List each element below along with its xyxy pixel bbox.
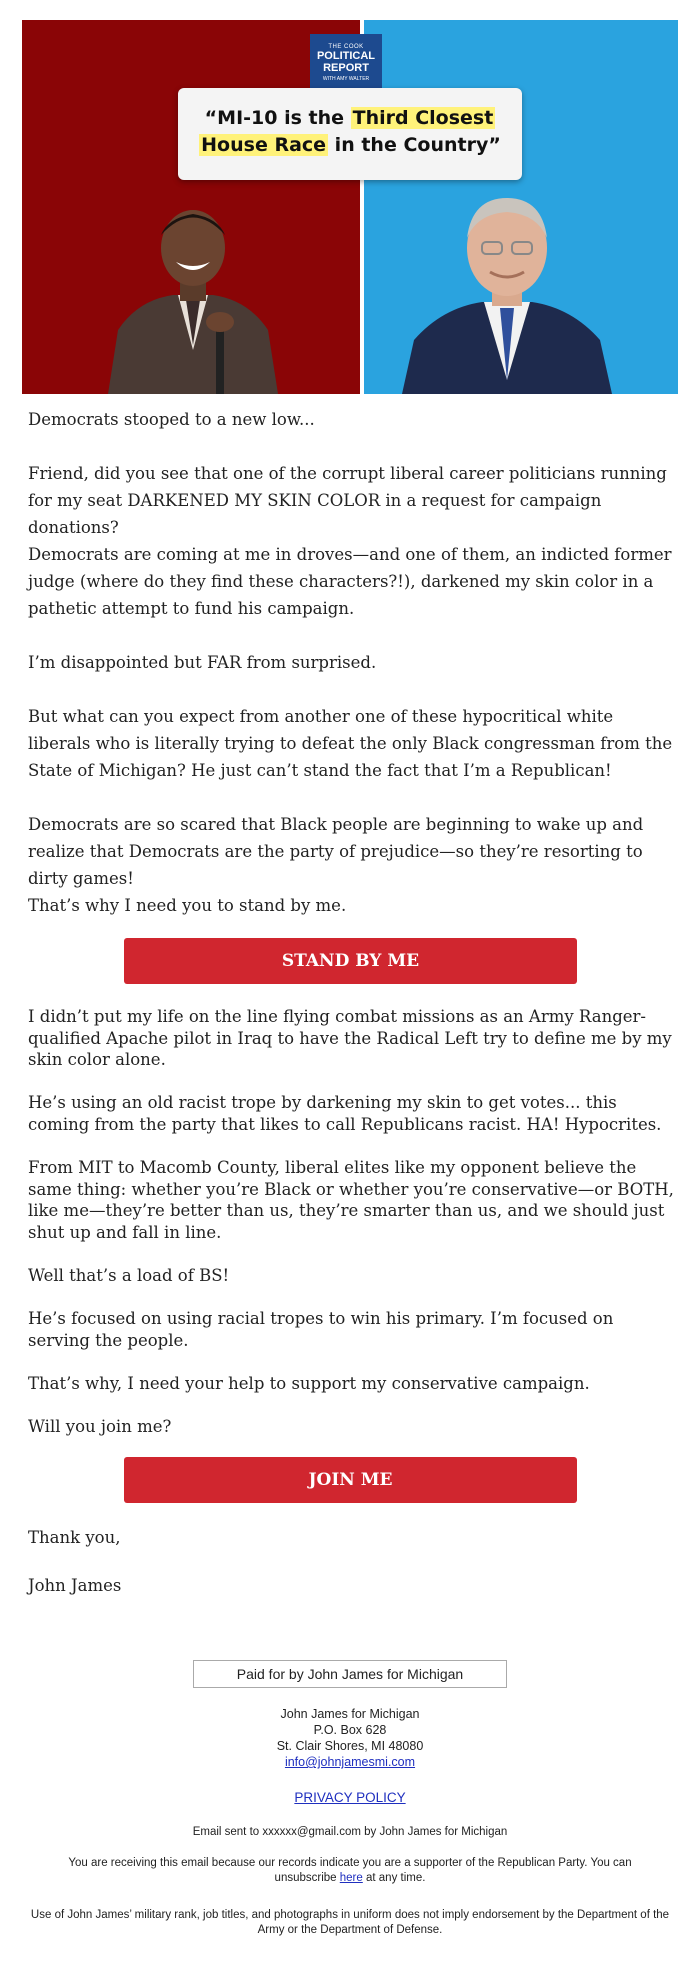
quote-part-1: “MI-10 is the xyxy=(204,107,351,129)
logo-line-2: POLITICAL xyxy=(316,50,376,62)
quote-highlight-1: Third Closest xyxy=(352,107,494,129)
paragraph-5: But what can you expect from another one of these hypocritical white liberals who is literally trying to defeat the only Black congressman from the State of Michigan? He just can’t stand the fact that I’m a Republican! xyxy=(28,707,673,780)
paragraph-8: I didn’t put my life on the line flying combat missions as an Army Ranger-qualified Apache pilot in Iraq to have the Radical Left try to define me by my skin color alone. xyxy=(28,1007,672,1069)
paragraph-14: Will you join me? xyxy=(28,1417,172,1436)
address-line-1: John James for Michigan xyxy=(280,1707,420,1721)
paragraph-9: He’s using an old racist trope by darkening my skin to get votes... this coming from the party that likes to call Republicans racist. HA! Hypocrites. xyxy=(28,1093,662,1134)
receiving-text-end: at any time. xyxy=(362,1872,426,1884)
unsubscribe-link[interactable]: here xyxy=(339,1872,363,1884)
logo-line-1: THE COOK xyxy=(328,44,364,50)
join-me-button[interactable]: JOIN ME xyxy=(124,1457,577,1503)
paragraph-11: Well that’s a load of BS! xyxy=(28,1266,230,1285)
paragraph-3: Democrats are coming at me in droves—and one of them, an indicted former judge (where do they find these characters?!), darkened my skin color in a pathetic attempt to fund his campaign. xyxy=(28,545,672,618)
paragraph-10: From MIT to Macomb County, liberal elites like my opponent believe the same thing: whether you’re Black or whether you’re conservative—or BOTH, like me—they’re better than us, they’re smarter than us, and we should just shut up and fall in line. xyxy=(28,1158,674,1242)
logo-line-3: REPORT xyxy=(323,62,369,74)
sign-off: Thank you, xyxy=(28,1528,121,1547)
paragraph-12: He’s focused on using racial tropes to win his primary. I’m focused on serving the people. xyxy=(28,1309,614,1350)
quote-highlight-2: House Race xyxy=(201,134,327,156)
person-right-photo xyxy=(402,190,612,394)
hero-image xyxy=(22,20,678,394)
military-disclaimer: Use of John James’ military rank, job titles, and photographs in uniform does not imply endorsement by the Department of the Army or the Department of Defense. xyxy=(30,1909,670,1936)
logo-line-4: WITH AMY WALTER xyxy=(322,76,370,82)
email-sent-notice: Email sent to xxxxxx@gmail.com by John James for Michigan xyxy=(192,1826,508,1838)
paragraph-13: That’s why, I need your help to support my conservative campaign. xyxy=(28,1374,590,1393)
stand-by-me-button[interactable]: STAND BY ME xyxy=(124,938,577,984)
paragraph-1: Democrats stooped to a new low... xyxy=(28,410,315,429)
paid-for-disclaimer: Paid for by John James for Michigan xyxy=(193,1660,507,1688)
privacy-policy-row xyxy=(0,1790,700,1805)
receiving-text: You are receiving this email because our records indicate you are a supporter of the Republican Party. You can unsubscribe xyxy=(68,1857,632,1884)
paragraph-7: That’s why I need you to stand by me. xyxy=(28,896,347,915)
paragraph-2: Friend, did you see that one of the corrupt liberal career politicians running for my seat DARKENED MY SKIN COLOR in a request for campaign donations? xyxy=(28,464,667,537)
privacy-policy-link[interactable]: PRIVACY POLICY xyxy=(294,1790,406,1805)
quote-part-3: in the Country” xyxy=(328,134,501,156)
address-line-2: P.O. Box 628 xyxy=(313,1723,387,1737)
person-left-photo xyxy=(98,200,288,394)
hero-quote xyxy=(178,88,522,180)
email-link[interactable]: info@johnjamesmi.com xyxy=(284,1755,416,1769)
paragraph-4: I’m disappointed but FAR from surprised. xyxy=(28,653,377,672)
signature-name: John James xyxy=(28,1576,122,1595)
address-line-3: St. Clair Shores, MI 48080 xyxy=(276,1739,424,1753)
paragraph-6: Democrats are so scared that Black people are beginning to wake up and realize that Democrats are the party of prejudice—so they’re resorting to dirty games! xyxy=(28,815,644,888)
receiving-notice xyxy=(0,1856,700,1886)
mailing-address xyxy=(0,1706,700,1770)
